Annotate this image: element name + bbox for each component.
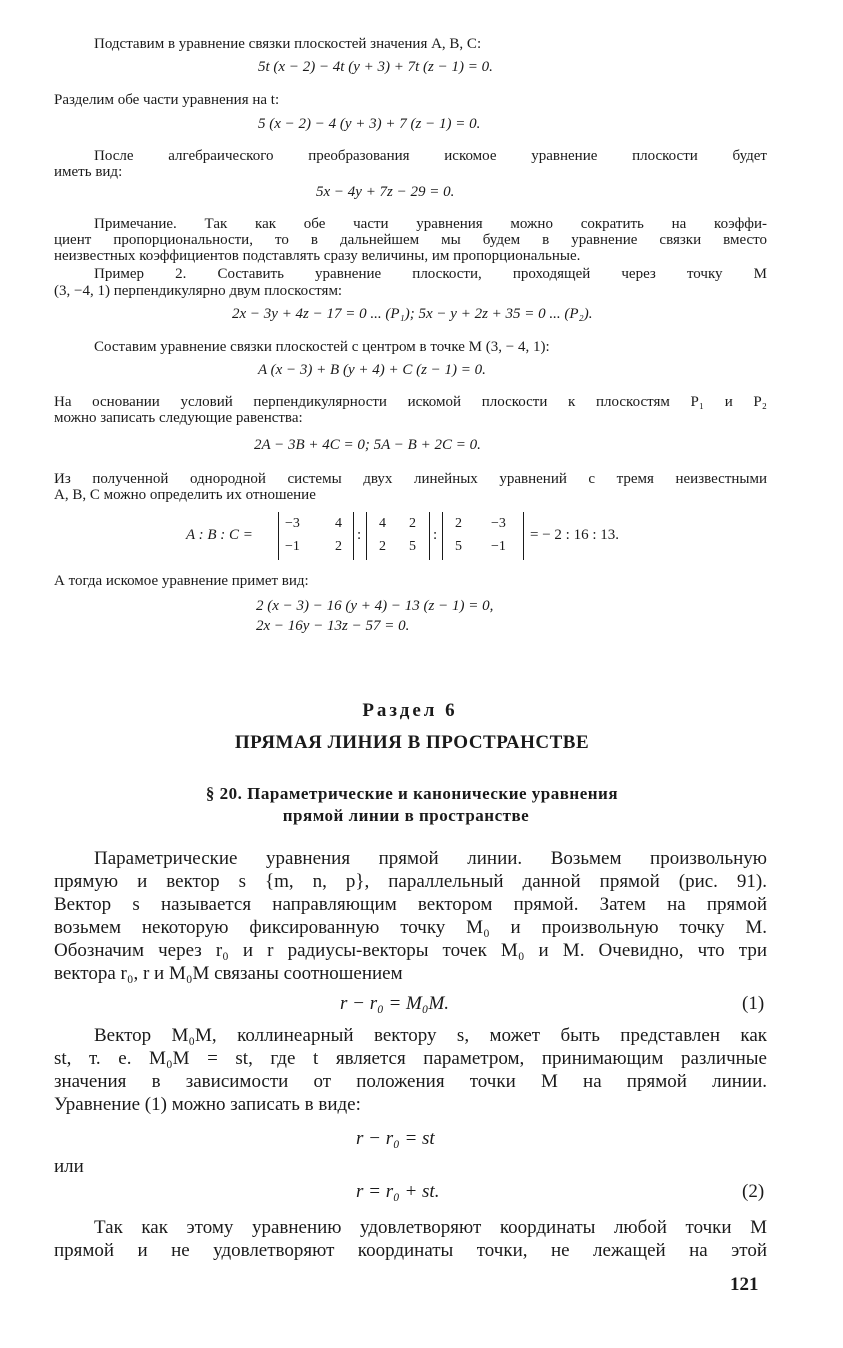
formula: 2A − 3B + 4C = 0; 5A − B + 2C = 0. [254, 437, 481, 453]
formula: 5t (x − 2) − 4t (y + 3) + 7t (z − 1) = 0. [258, 59, 493, 75]
det-cell: 2 [379, 539, 386, 554]
text-line: Подставим в уравнение связки плоскостей значения A, B, C: [94, 36, 482, 52]
text-line: A, B, C можно определить их отношение [54, 487, 316, 503]
body-line: вектора r₀, r и M₀M связаны соотношением [54, 963, 403, 984]
determinant-2 [366, 512, 430, 560]
body-line: возьмем некоторую фиксированную точку M₀ и произвольную точку M. [54, 917, 767, 938]
det-cell: 4 [335, 516, 342, 531]
body-line: Вектор s называется направляющим вектором прямой. Затем на прямой [54, 894, 767, 915]
section-title: ПРЯМАЯ ЛИНИЯ В ПРОСТРАНСТВЕ [234, 732, 590, 753]
body-line: Параметрические уравнения прямой линии. Возьмем произвольную [94, 848, 767, 869]
text-line: На основании условий перпендикулярности искомой плоскости к плоскостям P₁ и P₂ [54, 394, 767, 410]
det-result: = − 2 : 16 : 13. [530, 527, 620, 543]
page-number: 121 [730, 1274, 759, 1295]
body-line: прямую и вектор s {m, n, p}, параллельный данной прямой (рис. 91). [54, 871, 767, 892]
det-cell: −1 [285, 539, 300, 554]
det-cell: 2 [409, 516, 416, 531]
text-line: После алгебраического преобразования искомое уравнение плоскости будет [94, 148, 767, 164]
det-separator: : [357, 527, 362, 543]
det-separator: : [433, 527, 438, 543]
text-line: Разделим обе части уравнения на t: [54, 92, 280, 108]
equation: r − r₀ = st [356, 1128, 435, 1149]
body-line: или [54, 1156, 84, 1177]
determinant-ratio [186, 512, 656, 562]
text-line: можно записать следующие равенства: [54, 410, 303, 426]
note-line: циент пропорциональности, то в дальнейшем мы будем в уравнение связки вместо [54, 232, 767, 248]
body-line: Так как этому уравнению удовлетворяют координаты любой точки M [94, 1217, 767, 1238]
determinant-1 [278, 512, 354, 560]
determinant-3 [442, 512, 524, 560]
equation-number: (2) [742, 1181, 765, 1202]
det-cell: −1 [491, 539, 506, 554]
paragraph-title: прямой линии в пространстве [282, 806, 530, 825]
body-line: Уравнение (1) можно записать в виде: [54, 1094, 361, 1115]
det-cell: −3 [491, 516, 506, 531]
det-cell: 2 [455, 516, 462, 531]
equation-2: r = r₀ + st. [356, 1181, 440, 1202]
text-line: Из полученной однородной системы двух линейных уравнений с тремя неизвестными [54, 471, 767, 487]
body-line: прямой и не удовлетворяют координаты точки, не лежащей на этой [54, 1240, 767, 1261]
formula: 2 (x − 3) − 16 (y + 4) − 13 (z − 1) = 0, [256, 598, 494, 614]
body-line: значения в зависимости от положения точки M на прямой линии. [54, 1071, 767, 1092]
paragraph-title: § 20. Параметрические и канонические уравнения [205, 784, 619, 803]
det-label: A : B : C = [186, 527, 253, 543]
equation-1: r − r₀ = M₀M. [340, 993, 450, 1014]
det-cell: −3 [285, 516, 300, 531]
det-cell: 2 [335, 539, 342, 554]
example-line: (3, −4, 1) перпендикулярно двум плоскостям: [54, 283, 343, 299]
text-line: Составим уравнение связки плоскостей с центром в точке M (3, − 4, 1): [94, 339, 550, 355]
det-cell: 5 [455, 539, 462, 554]
note-line: неизвестных коэффициентов подставлять сразу величины, им пропорциональные. [54, 248, 581, 264]
body-line: st, т. е. M₀M = st, где t является параметром, принимающим различные [54, 1048, 767, 1069]
formula: 5x − 4y + 7z − 29 = 0. [316, 184, 455, 200]
example-line: Пример 2. Составить уравнение плоскости, проходящей через точку M [94, 266, 767, 282]
det-cell: 5 [409, 539, 416, 554]
formula: 5 (x − 2) − 4 (y + 3) + 7 (z − 1) = 0. [258, 116, 481, 132]
body-line: Вектор M₀M, коллинеарный вектору s, может быть представлен как [94, 1025, 767, 1046]
det-cell: 4 [379, 516, 386, 531]
formula: 2x − 3y + 4z − 17 = 0 ... (P₁); 5x − y + 2z + 35 = 0 ... (P₂). [232, 306, 593, 322]
formula: A (x − 3) + B (y + 4) + C (z − 1) = 0. [258, 362, 486, 378]
note-line: Примечание. Так как обе части уравнения можно сократить на коэффи- [94, 216, 767, 232]
text-line: А тогда искомое уравнение примет вид: [54, 573, 309, 589]
body-line: Обозначим через r₀ и r радиусы-векторы точек M₀ и M. Очевидно, что три [54, 940, 767, 961]
section-label: Раздел 6 [362, 700, 458, 721]
equation-number: (1) [742, 993, 765, 1014]
formula: 2x − 16y − 13z − 57 = 0. [256, 618, 410, 634]
text-line: иметь вид: [54, 164, 123, 180]
